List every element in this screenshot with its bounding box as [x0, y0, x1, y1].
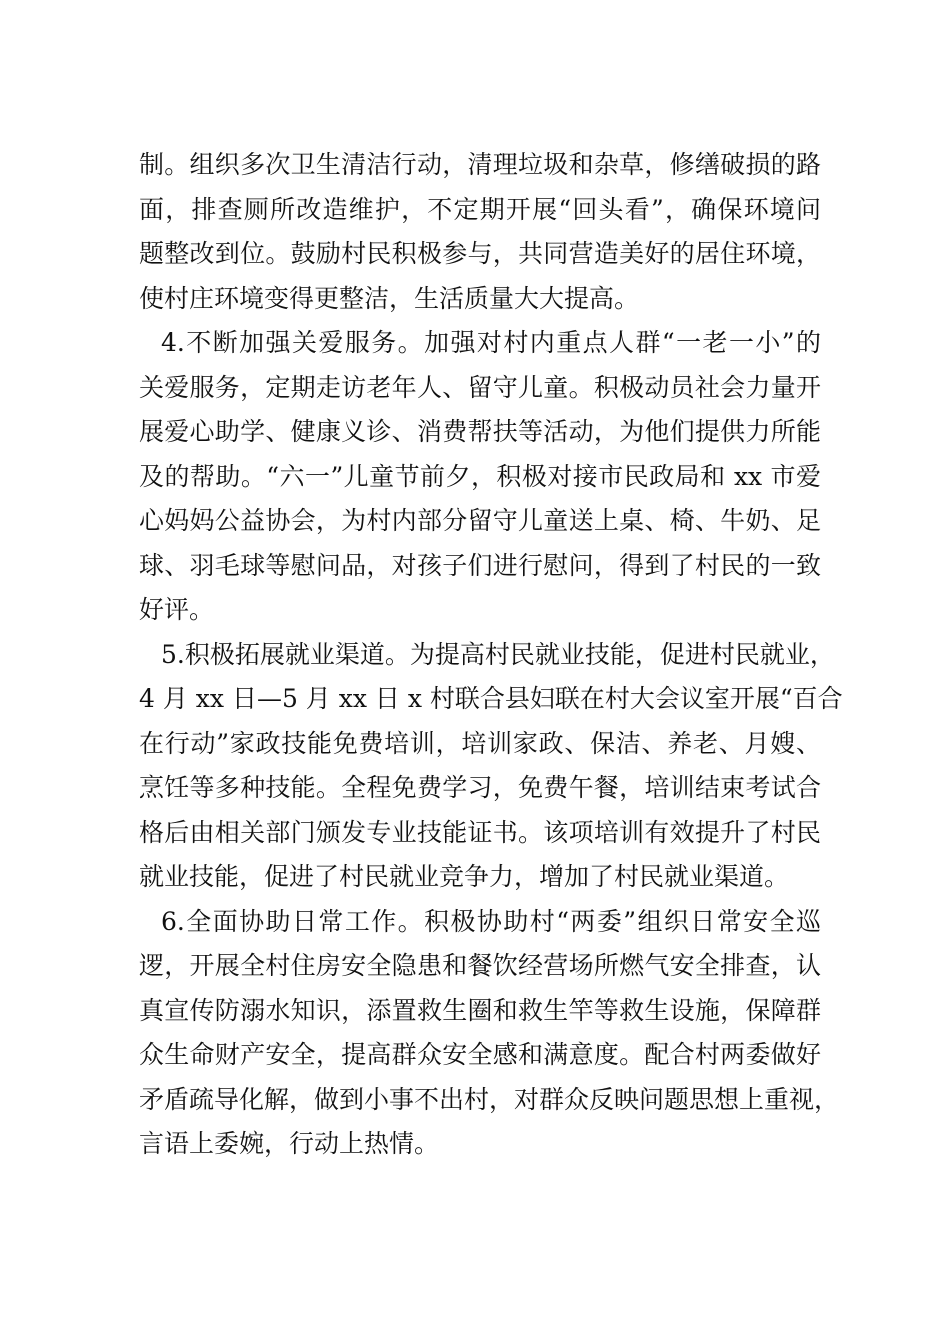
- paragraph-continued: [139, 143, 821, 321]
- text-line: 在行动”家政技能免费培训，培训家政、保洁、养老、月嫂、: [139, 728, 821, 758]
- text-line: 逻，开展全村住房安全隐患和餐饮经营场所燃气安全排查，认: [139, 951, 821, 980]
- text-line: 烹饪等多种技能。全程免费学习，免费午餐，培训结束考试合: [139, 773, 821, 802]
- text-line: 及的帮助。“六一”儿童节前夕，积极对接市民政局和 xx 市爱: [139, 461, 821, 491]
- paragraph-4: [139, 321, 821, 633]
- text-line: 好评。: [139, 595, 215, 624]
- paragraph-5: [139, 633, 843, 900]
- text-line: 展爱心助学、健康义诊、消费帮扶等活动，为他们提供力所能: [139, 417, 821, 446]
- text-line: 球、羽毛球等慰问品，对孩子们进行慰问，得到了村民的一致: [139, 550, 821, 580]
- text-line: 真宣传防溺水知识，添置救生圈和救生竿等救生设施，保障群: [139, 995, 821, 1025]
- text-line: 使村庄环境变得更整洁，生活质量大大提高。: [139, 283, 640, 313]
- text-line: 4 月 xx 日—5 月 xx 日 x 村联合县妇联在村大会议室开展“百合: [139, 684, 843, 713]
- text-line: 4.不断加强关爱服务。加强对村内重点人群“一老一小”的: [161, 328, 821, 357]
- text-line: 就业技能，促进了村民就业竞争力，增加了村民就业渠道。: [139, 862, 790, 891]
- text-line: 矛盾疏导化解，做到小事不出村，对群众反映问题思想上重视，: [139, 1084, 840, 1114]
- text-line: 众生命财产安全，提高群众安全感和满意度。配合村两委做好: [139, 1040, 821, 1069]
- text-line: 制。组织多次卫生清洁行动，清理垃圾和杂草，修缮破损的路: [139, 150, 821, 179]
- text-line: 言语上委婉，行动上热情。: [139, 1129, 440, 1158]
- text-line: 关爱服务，定期走访老年人、留守儿童。积极动员社会力量开: [139, 372, 821, 402]
- text-line: 心妈妈公益协会，为村内部分留守儿童送上桌、椅、牛奶、足: [139, 506, 821, 535]
- text-line: 面，排查厕所改造维护，不定期开展“回头看”，确保环境问: [139, 194, 821, 224]
- text-line: 格后由相关部门颁发专业技能证书。该项培训有效提升了村民: [139, 817, 821, 847]
- document-body: [139, 143, 843, 1167]
- text-line: 5.积极拓展就业渠道。为提高村民就业技能，促进村民就业，: [161, 639, 835, 669]
- text-line: 题整改到位。鼓励村民积极参与，共同营造美好的居住环境，: [139, 239, 821, 268]
- paragraph-6: [139, 900, 840, 1167]
- text-line: 6.全面协助日常工作。积极协助村“两委”组织日常安全巡: [161, 906, 821, 936]
